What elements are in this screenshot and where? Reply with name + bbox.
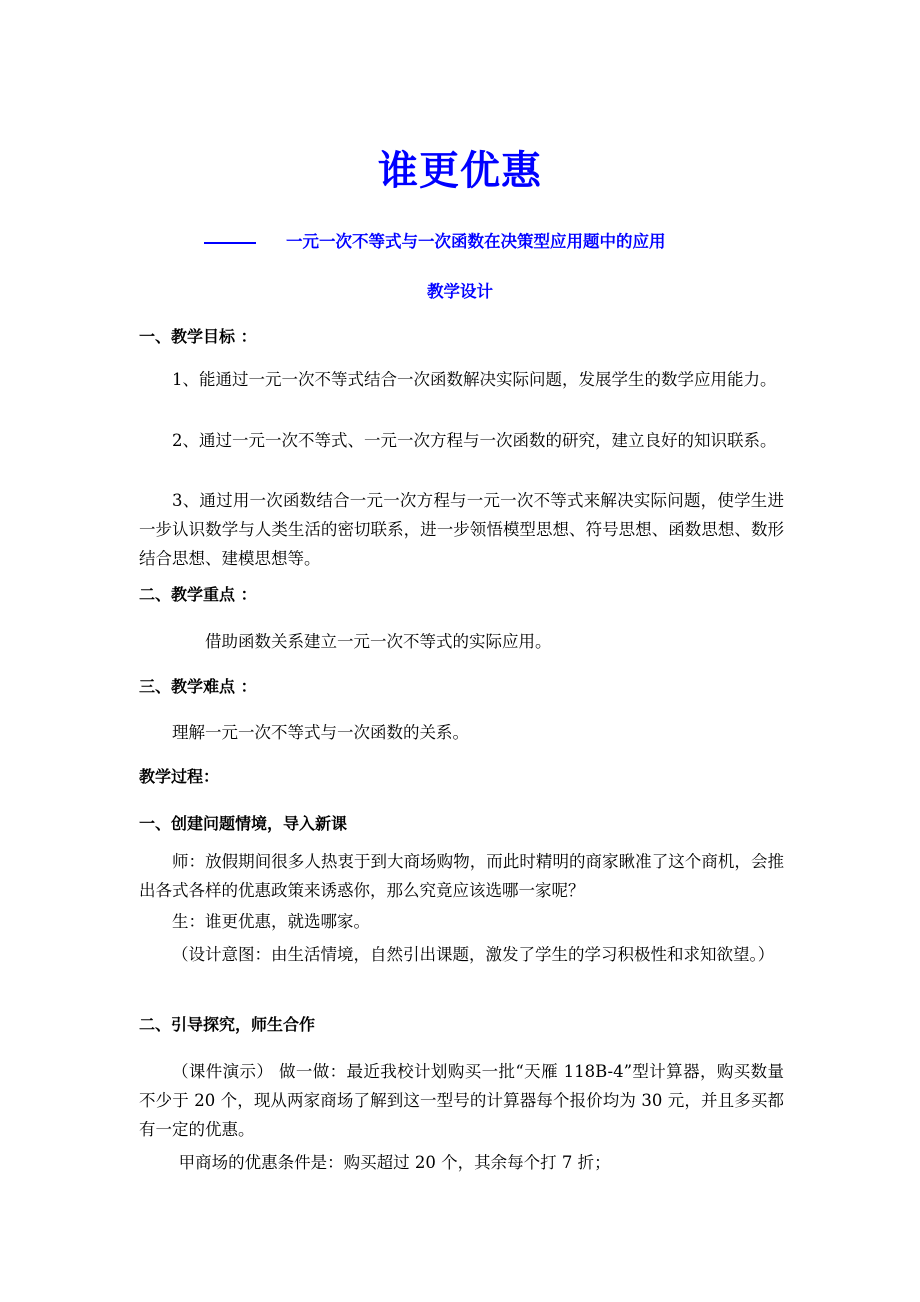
step2-mall-a-text: 甲商场的优惠条件是：购买超过 20 个，其余每个打 7 折； <box>178 1153 611 1172</box>
difficulty-text: 理解一元一次不等式与一次函数的关系。 <box>172 723 469 742</box>
goals-heading: 一、教学目标 ： <box>139 327 257 346</box>
key-point-heading: 二、教学重点 ： <box>139 585 257 604</box>
difficulty-heading: 三、教学难点 ： <box>139 677 257 696</box>
step2-problem-text: （课件演示） 做一做：最近我校计划购买一批“天雁 118B-4”型计算器，购买数量不少于 20 个，现从两家商场了解到这一型号的计算器每个报价均为 30 元，并且多买都有一定的优惠。 <box>139 1062 784 1139</box>
step1-heading: 一、创建问题情境，导入新课 <box>139 814 348 833</box>
subtitle-text: 一元一次不等式与一次函数在决策型应用题中的应用 <box>286 232 666 251</box>
subtitle-dash <box>204 242 256 244</box>
document-subtitle <box>204 230 724 254</box>
key-point-text: 借助函数关系建立一元一次不等式的实际应用。 <box>205 632 552 651</box>
document-title: 谁更优惠 <box>378 148 542 194</box>
step1-student-text: 生：谁更优惠，就选哪家。 <box>172 912 370 931</box>
goal-item-3: 3、通过用一次函数结合一元一次方程与一元一次不等式来解决实际问题，使学生进一步认识数学与人类生活的密切联系，进一步领悟模型思想、符号思想、函数思想、数形结合思想、建模思想等。 <box>139 491 784 568</box>
goal-item-1: 1、能通过一元一次不等式结合一次函数解决实际问题，发展学生的数学应用能力。 <box>172 370 777 389</box>
goal-item-2: 2、通过一元一次不等式、一元一次方程与一次函数的研究，建立良好的知识联系。 <box>172 431 777 450</box>
step1-teacher-text: 师：放假期间很多人热衷于到大商场购物，而此时精明的商家瞅准了这个商机，会推出各式各样的优惠政策来诱惑你，那么究竟应该选哪一家呢？ <box>139 852 784 900</box>
process-heading: 教学过程： <box>139 767 220 786</box>
step2-heading: 二、引导探究，师生合作 <box>139 1015 316 1034</box>
design-label: 教学设计 <box>427 282 493 301</box>
step1-intent-text: （设计意图：由生活情境，自然引出课题，激发了学生的学习积极性和求知欲望。） <box>172 945 775 964</box>
